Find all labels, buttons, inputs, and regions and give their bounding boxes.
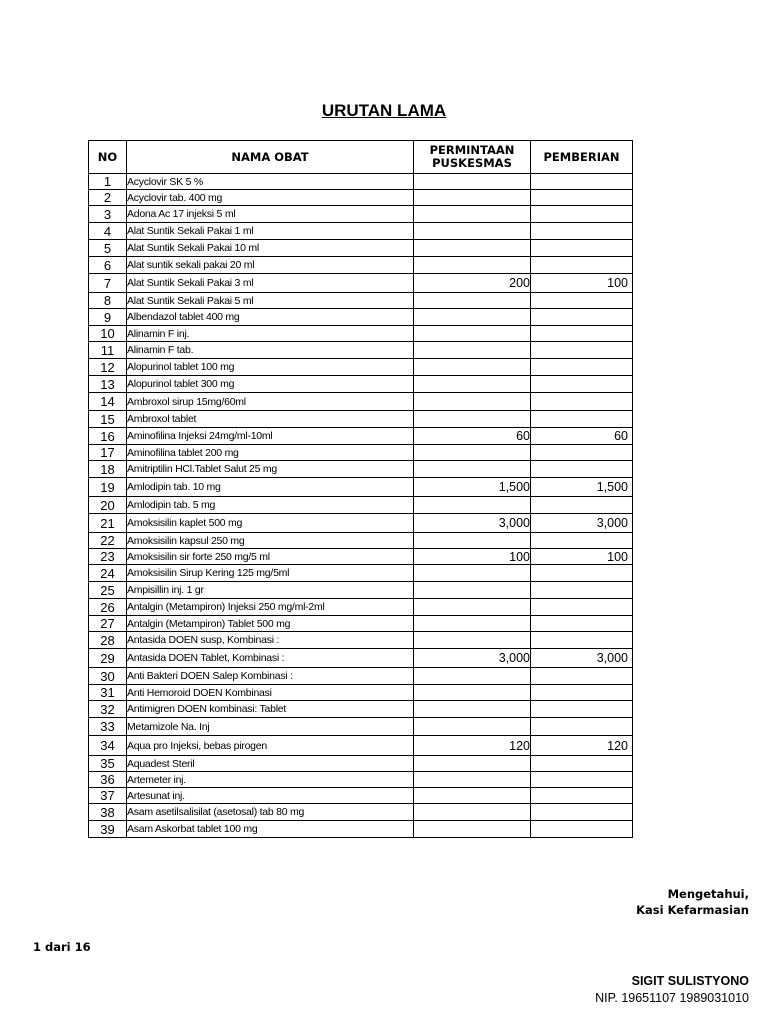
request-quantity xyxy=(414,411,531,428)
given-quantity xyxy=(531,804,633,821)
request-quantity xyxy=(414,293,531,309)
request-quantity xyxy=(414,632,531,649)
given-quantity xyxy=(531,223,633,240)
given-quantity xyxy=(531,533,633,549)
row-number: 30 xyxy=(89,668,127,685)
table-row xyxy=(89,206,633,223)
row-number: 12 xyxy=(89,359,127,376)
medicine-name: Alinamin F inj. xyxy=(127,326,414,342)
request-quantity xyxy=(414,326,531,342)
row-number: 6 xyxy=(89,257,127,274)
header-request-line1: PERMINTAAN xyxy=(429,143,515,157)
given-quantity: 3,000 xyxy=(531,649,633,668)
medicine-name: Amoksisilin Sirup Kering 125 mg/5ml xyxy=(127,565,414,582)
row-number: 32 xyxy=(89,701,127,718)
request-quantity xyxy=(414,223,531,240)
given-quantity xyxy=(531,772,633,788)
request-quantity xyxy=(414,616,531,632)
table-row xyxy=(89,632,633,649)
request-quantity xyxy=(414,376,531,393)
medicine-name: Antimigren DOEN kombinasi: Tablet xyxy=(127,701,414,718)
row-number: 7 xyxy=(89,274,127,293)
request-quantity xyxy=(414,599,531,616)
given-quantity xyxy=(531,497,633,514)
medicine-name: Antasida DOEN susp, Kombinasi : xyxy=(127,632,414,649)
table-row xyxy=(89,428,633,445)
request-quantity xyxy=(414,393,531,411)
table-row xyxy=(89,445,633,461)
request-quantity xyxy=(414,668,531,685)
medicine-name: Artesunat inj. xyxy=(127,788,414,804)
medicine-name: Aqua pro Injeksi, bebas pirogen xyxy=(127,736,414,756)
table-row xyxy=(89,497,633,514)
medicine-name: Amlodipin tab. 5 mg xyxy=(127,497,414,514)
given-quantity xyxy=(531,293,633,309)
request-quantity: 120 xyxy=(414,736,531,756)
medicine-name: Anti Bakteri DOEN Salep Kombinasi : xyxy=(127,668,414,685)
table-row xyxy=(89,326,633,342)
table-row xyxy=(89,668,633,685)
row-number: 25 xyxy=(89,582,127,599)
medicine-name: Amoksisilin kaplet 500 mg xyxy=(127,514,414,533)
given-quantity: 1,500 xyxy=(531,478,633,497)
row-number: 29 xyxy=(89,649,127,668)
table-row xyxy=(89,478,633,497)
given-quantity: 100 xyxy=(531,549,633,565)
table-row xyxy=(89,804,633,821)
medicine-name: Aminofilina Injeksi 24mg/ml-10ml xyxy=(127,428,414,445)
request-quantity: 3,000 xyxy=(414,649,531,668)
medicine-name: Antalgin (Metampiron) Tablet 500 mg xyxy=(127,616,414,632)
given-quantity xyxy=(531,257,633,274)
table-row xyxy=(89,821,633,838)
row-number: 3 xyxy=(89,206,127,223)
given-quantity xyxy=(531,616,633,632)
medicine-name: Ambroxol tablet xyxy=(127,411,414,428)
medicine-name: Amlodipin tab. 10 mg xyxy=(127,478,414,497)
row-number: 31 xyxy=(89,685,127,701)
request-quantity xyxy=(414,257,531,274)
medicine-name: Alopurinol tablet 100 mg xyxy=(127,359,414,376)
table-row xyxy=(89,359,633,376)
table-row xyxy=(89,174,633,190)
medicine-name: Antalgin (Metampiron) Injeksi 250 mg/ml-2ml xyxy=(127,599,414,616)
row-number: 23 xyxy=(89,549,127,565)
row-number: 28 xyxy=(89,632,127,649)
table-row xyxy=(89,788,633,804)
request-quantity xyxy=(414,240,531,257)
row-number: 16 xyxy=(89,428,127,445)
row-number: 1 xyxy=(89,174,127,190)
given-quantity: 120 xyxy=(531,736,633,756)
table-body xyxy=(89,174,633,838)
medicine-name: Alat suntik sekali pakai 20 ml xyxy=(127,257,414,274)
medicine-name: Asam Askorbat tablet 100 mg xyxy=(127,821,414,838)
request-quantity xyxy=(414,821,531,838)
row-number: 10 xyxy=(89,326,127,342)
request-quantity xyxy=(414,190,531,206)
row-number: 22 xyxy=(89,533,127,549)
signatory-nip: NIP. 19651107 1989031010 xyxy=(595,991,749,1005)
given-quantity: 60 xyxy=(531,428,633,445)
table-row xyxy=(89,565,633,582)
request-quantity: 3,000 xyxy=(414,514,531,533)
request-quantity: 100 xyxy=(414,549,531,565)
medicine-name: Ampisillin inj. 1 gr xyxy=(127,582,414,599)
table-header-row xyxy=(89,141,633,174)
row-number: 24 xyxy=(89,565,127,582)
table-row xyxy=(89,309,633,326)
given-quantity xyxy=(531,174,633,190)
row-number: 26 xyxy=(89,599,127,616)
request-quantity xyxy=(414,461,531,478)
row-number: 34 xyxy=(89,736,127,756)
acknowledgement-line2: Kasi Kefarmasian xyxy=(636,903,749,917)
request-quantity xyxy=(414,701,531,718)
given-quantity xyxy=(531,326,633,342)
page-indicator: 1 dari 16 xyxy=(33,940,91,954)
given-quantity xyxy=(531,718,633,736)
request-quantity xyxy=(414,174,531,190)
header-request xyxy=(414,141,531,174)
table-row xyxy=(89,514,633,533)
request-quantity xyxy=(414,565,531,582)
medicine-name: Amoksisilin sir forte 250 mg/5 ml xyxy=(127,549,414,565)
row-number: 39 xyxy=(89,821,127,838)
medicine-name: Adona Ac 17 injeksi 5 ml xyxy=(127,206,414,223)
acknowledgement-block xyxy=(636,886,749,918)
row-number: 11 xyxy=(89,342,127,359)
given-quantity xyxy=(531,190,633,206)
request-quantity xyxy=(414,685,531,701)
request-quantity xyxy=(414,309,531,326)
given-quantity xyxy=(531,342,633,359)
row-number: 21 xyxy=(89,514,127,533)
table-row xyxy=(89,461,633,478)
given-quantity xyxy=(531,376,633,393)
given-quantity xyxy=(531,309,633,326)
given-quantity xyxy=(531,788,633,804)
row-number: 20 xyxy=(89,497,127,514)
medicine-table xyxy=(88,140,633,838)
row-number: 2 xyxy=(89,190,127,206)
table-row xyxy=(89,616,633,632)
medicine-name: Albendazol tablet 400 mg xyxy=(127,309,414,326)
given-quantity xyxy=(531,461,633,478)
given-quantity xyxy=(531,411,633,428)
medicine-name: Alat Suntik Sekali Pakai 3 ml xyxy=(127,274,414,293)
row-number: 8 xyxy=(89,293,127,309)
given-quantity xyxy=(531,599,633,616)
given-quantity xyxy=(531,445,633,461)
acknowledgement-line1: Mengetahui, xyxy=(667,887,749,901)
row-number: 19 xyxy=(89,478,127,497)
table-row xyxy=(89,411,633,428)
request-quantity: 60 xyxy=(414,428,531,445)
table-row xyxy=(89,582,633,599)
medicine-name: Alopurinol tablet 300 mg xyxy=(127,376,414,393)
document-title: URUTAN LAMA xyxy=(321,101,447,120)
row-number: 37 xyxy=(89,788,127,804)
table-row xyxy=(89,393,633,411)
table-row xyxy=(89,376,633,393)
row-number: 33 xyxy=(89,718,127,736)
medicine-name: Asam asetilsalisilat (asetosal) tab 80 mg xyxy=(127,804,414,821)
given-quantity: 3,000 xyxy=(531,514,633,533)
row-number: 15 xyxy=(89,411,127,428)
table-row xyxy=(89,736,633,756)
table-row xyxy=(89,599,633,616)
medicine-name: Aminofilina tablet 200 mg xyxy=(127,445,414,461)
request-quantity xyxy=(414,804,531,821)
table-row xyxy=(89,718,633,736)
table-row xyxy=(89,223,633,240)
request-quantity xyxy=(414,342,531,359)
request-quantity: 1,500 xyxy=(414,478,531,497)
given-quantity xyxy=(531,756,633,772)
given-quantity xyxy=(531,821,633,838)
request-quantity xyxy=(414,718,531,736)
medicine-name: Aquadest Steril xyxy=(127,756,414,772)
header-no: NO xyxy=(89,141,127,174)
request-quantity xyxy=(414,582,531,599)
given-quantity xyxy=(531,206,633,223)
signatory-name: SIGIT SULISTYONO xyxy=(631,974,749,988)
medicine-name: Alinamin F tab. xyxy=(127,342,414,359)
table-row xyxy=(89,342,633,359)
row-number: 27 xyxy=(89,616,127,632)
row-number: 38 xyxy=(89,804,127,821)
row-number: 9 xyxy=(89,309,127,326)
header-request-line2: PUSKESMAS xyxy=(432,156,512,170)
given-quantity xyxy=(531,582,633,599)
signature-block xyxy=(595,973,749,1007)
table-row xyxy=(89,649,633,668)
given-quantity xyxy=(531,240,633,257)
table-row xyxy=(89,756,633,772)
given-quantity xyxy=(531,685,633,701)
given-quantity xyxy=(531,565,633,582)
request-quantity xyxy=(414,497,531,514)
row-number: 35 xyxy=(89,756,127,772)
header-given: PEMBERIAN xyxy=(531,141,633,174)
row-number: 18 xyxy=(89,461,127,478)
medicine-name: Acyclovir SK 5 % xyxy=(127,174,414,190)
medicine-name: Amitriptilin HCl.Tablet Salut 25 mg xyxy=(127,461,414,478)
table-row xyxy=(89,274,633,293)
given-quantity xyxy=(531,632,633,649)
medicine-name: Ambroxol sirup 15mg/60ml xyxy=(127,393,414,411)
request-quantity xyxy=(414,533,531,549)
row-number: 36 xyxy=(89,772,127,788)
row-number: 4 xyxy=(89,223,127,240)
table-row xyxy=(89,257,633,274)
table-row xyxy=(89,549,633,565)
row-number: 17 xyxy=(89,445,127,461)
medicine-name: Antasida DOEN Tablet, Kombinasi : xyxy=(127,649,414,668)
medicine-name: Alat Suntik Sekali Pakai 1 ml xyxy=(127,223,414,240)
row-number: 5 xyxy=(89,240,127,257)
request-quantity xyxy=(414,756,531,772)
table-row xyxy=(89,240,633,257)
given-quantity xyxy=(531,359,633,376)
request-quantity xyxy=(414,772,531,788)
medicine-name: Metamizole Na. Inj xyxy=(127,718,414,736)
table-row xyxy=(89,772,633,788)
medicine-name: Alat Suntik Sekali Pakai 10 ml xyxy=(127,240,414,257)
table-row xyxy=(89,701,633,718)
request-quantity xyxy=(414,788,531,804)
medicine-name: Acyclovir tab. 400 mg xyxy=(127,190,414,206)
header-name: NAMA OBAT xyxy=(127,141,414,174)
given-quantity: 100 xyxy=(531,274,633,293)
medicine-name: Artemeter inj. xyxy=(127,772,414,788)
table-row xyxy=(89,190,633,206)
table-row xyxy=(89,293,633,309)
request-quantity xyxy=(414,445,531,461)
request-quantity: 200 xyxy=(414,274,531,293)
request-quantity xyxy=(414,206,531,223)
table-row xyxy=(89,533,633,549)
medicine-name: Anti Hemoroid DOEN Kombinasi xyxy=(127,685,414,701)
request-quantity xyxy=(414,359,531,376)
medicine-name: Amoksisilin kapsul 250 mg xyxy=(127,533,414,549)
medicine-name: Alat Suntik Sekali Pakai 5 ml xyxy=(127,293,414,309)
given-quantity xyxy=(531,393,633,411)
row-number: 14 xyxy=(89,393,127,411)
given-quantity xyxy=(531,701,633,718)
table-row xyxy=(89,685,633,701)
row-number: 13 xyxy=(89,376,127,393)
given-quantity xyxy=(531,668,633,685)
